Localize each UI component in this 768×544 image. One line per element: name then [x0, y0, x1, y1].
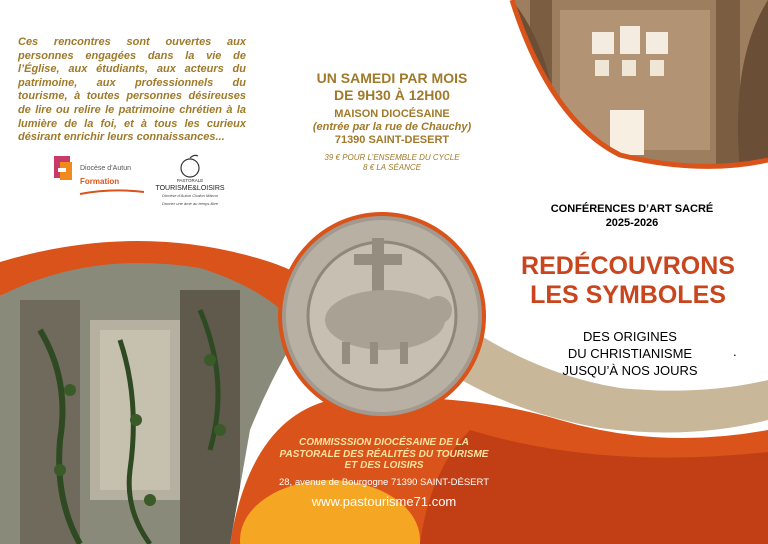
subtitle-line-3: JUSQU’À NOS JOURS — [562, 363, 698, 378]
venue-city: 71390 SAINT-DESERT — [334, 134, 450, 146]
venue-entrance: (entrée par la rue de Chauchy) — [312, 121, 472, 133]
intro-paragraph: Ces rencontres sont ouvertes aux personnes engagées dans la vie de l’Église, aux étudiants, aux acteurs du patrimoine, aux professionnels du tourisme, à toutes personnes désireuses de lire ou relire le patrimoine chrétien à la lumière de la foi, et à tous les curieux désirant enrichir leurs connaissances... — [18, 36, 246, 144]
diocese-name: Diocèse d’Autun — [80, 165, 131, 172]
commission-line-3: ET DES LOISIRS — [344, 460, 424, 471]
schedule-line-1: UN SAMEDI PAR MOIS — [316, 70, 468, 86]
venue-block — [292, 108, 492, 147]
website-link[interactable]: www.pastourisme71.com — [311, 494, 457, 509]
price-cycle: 39 € POUR L’ENSEMBLE DU CYCLE — [324, 153, 460, 162]
tourisme-tagline: Donner une âme au temps libre — [161, 201, 219, 206]
diocese-formation-logo — [52, 154, 148, 200]
postal-address: 28, avenue de Bourgogne 71390 SAINT-DÉSERT — [278, 477, 490, 488]
subtitle-line-2: DU CHRISTIANISME — [567, 346, 693, 361]
abbey-photo — [512, 0, 768, 170]
commission-name — [262, 437, 506, 472]
commission-line-1: COMMISSSION DIOCÉSAINE DE LA — [298, 437, 469, 448]
conference-heading — [518, 203, 746, 230]
subtitle-line-1: DES ORIGINES — [583, 329, 677, 344]
venue-name: MAISON DIOCÉSAINE — [334, 108, 450, 120]
tourisme-loisirs-logo — [150, 154, 230, 208]
tourisme-text: TOURISME&LOISIRS — [155, 185, 225, 192]
schedule-line-2: DE 9H30 À 12H00 — [334, 87, 450, 103]
price-block — [292, 153, 492, 173]
main-title — [488, 252, 768, 310]
conference-title: CONFÉRENCES D’ART SACRÉ — [550, 203, 714, 215]
subtitle-dot: . — [733, 344, 737, 359]
main-title-line-1: REDÉCOUVRONS — [521, 252, 735, 280]
schedule-block — [292, 70, 492, 104]
conference-years: 2025-2026 — [605, 216, 659, 229]
subtitle — [530, 328, 730, 379]
pastorale-text: PASTORALE — [176, 178, 204, 183]
price-session: 8 € LA SÉANCE — [363, 163, 421, 172]
tourisme-diocese-text: Diocèse d’Autun Chalon Mâcon — [161, 193, 219, 198]
formation-label: Formation — [80, 177, 120, 186]
main-title-line-2: LES SYMBOLES — [530, 281, 726, 309]
lamb-medallion — [278, 212, 486, 420]
commission-line-2: PASTORALE DES RÉALITÉS DU TOURISME — [279, 448, 489, 460]
